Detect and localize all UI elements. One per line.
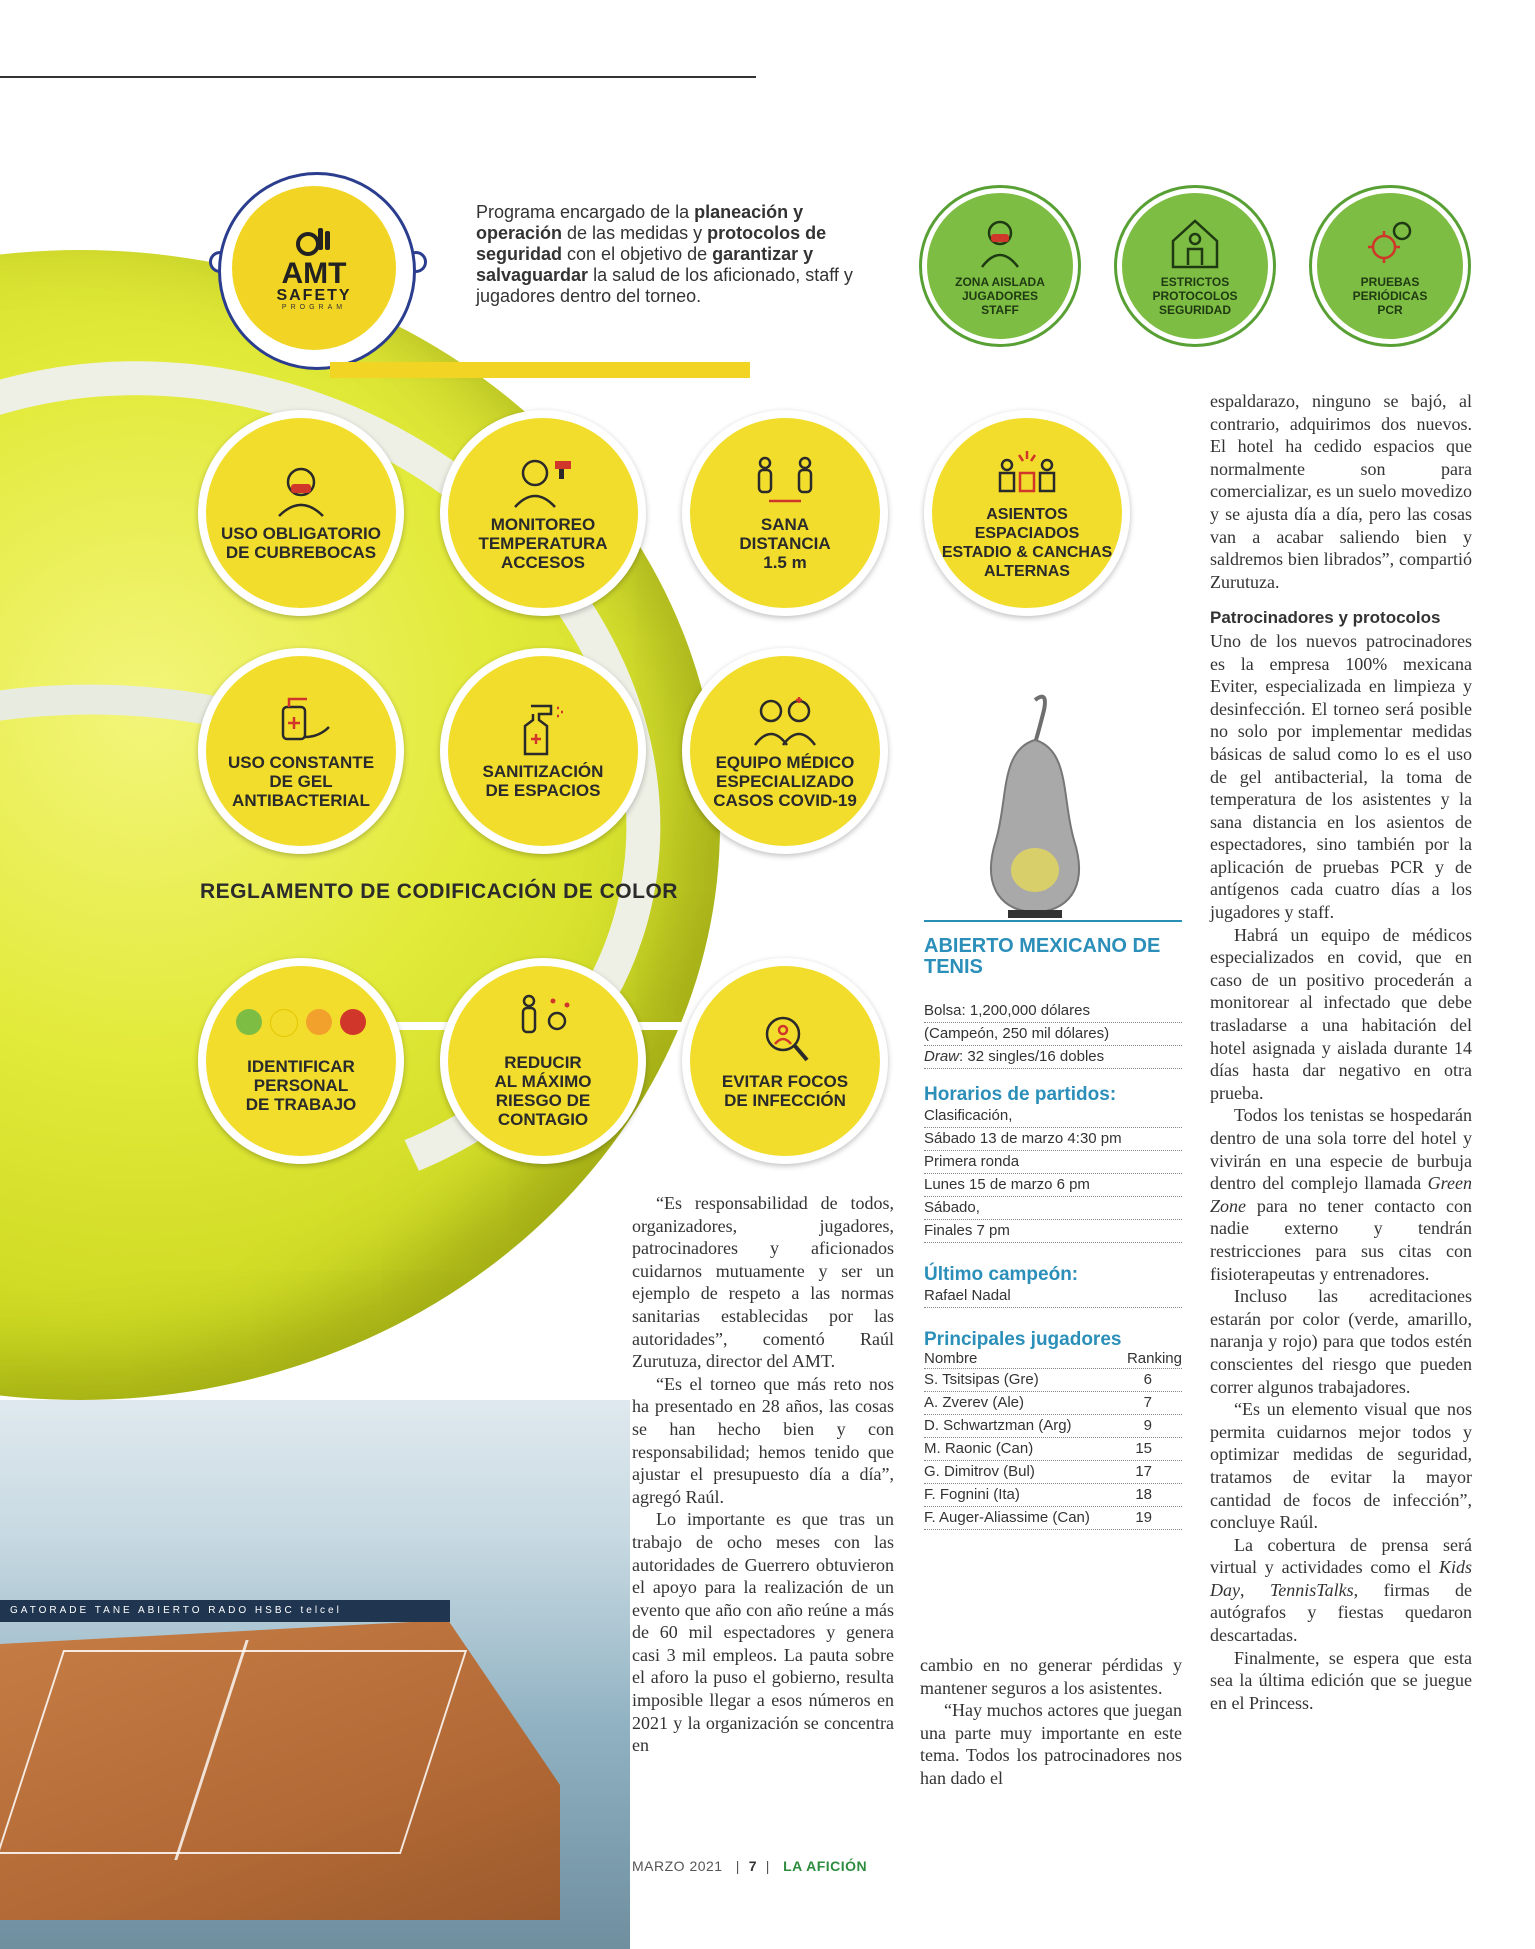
sidebar-title: ABIERTO MEXICANO DE TENIS: [924, 935, 1161, 978]
rank-row: [924, 1392, 1182, 1415]
player-rank: 9: [1143, 1417, 1152, 1434]
player-name: G. Dimitrov (Bul): [924, 1463, 1035, 1480]
gel-dispenser-icon: [269, 693, 333, 747]
rank-row: [924, 1507, 1182, 1530]
distance-icon: [753, 455, 817, 509]
sidebar-horario: Sábado 13 de marzo 4:30 pm: [924, 1128, 1182, 1151]
measure-cubrebocas: [198, 410, 404, 616]
orange-dot: [306, 1009, 332, 1035]
player-rank: 17: [1135, 1463, 1152, 1480]
color-reducir-riesgo: [440, 958, 646, 1164]
paragraph: Todos los tenistas se hospedarán dentro de una sola torre del hotel y vivirán en una especie de burbuja dentro del complejo llamada Green Zone para no tener contacto con nadie externo y tendrán restricciones para sus citas con fisioterapeutas y entrenadores.: [1210, 1105, 1472, 1284]
col-ranking: Ranking: [1126, 1350, 1182, 1367]
intro-text: la salud de los aficionado, staff y jugadores dentro del torneo.: [476, 265, 853, 306]
sidebar-horario: Primera ronda: [924, 1151, 1182, 1174]
article-column-3: [1210, 390, 1472, 1714]
trophy-image: [960, 690, 1110, 920]
event-info-sidebar: [924, 920, 1182, 1530]
yellow-accent-bar: [330, 362, 750, 378]
top-rule: [0, 76, 756, 78]
section-title: REGLAMENTO DE CODIFICACIÓN DE COLOR: [200, 880, 678, 903]
intro-text: de las medidas y: [562, 223, 708, 243]
color-label: IDENTIFICAR PERSONAL DE TRABAJO: [245, 1056, 357, 1114]
intro-text: planeación y operación: [476, 202, 804, 243]
player-name: F. Fognini (Ita): [924, 1486, 1020, 1503]
sidebar-horario: Sábado,: [924, 1197, 1182, 1220]
paragraph: La cobertura de prensa será virtual y actividades como el Kids Day, TennisTalks, firmas de autógrafos y fiestas quedaron descartadas.: [1210, 1534, 1472, 1646]
subheading: Patrocinadores y protocolos: [1210, 608, 1441, 628]
player-rank: 15: [1135, 1440, 1152, 1457]
green-dot: [236, 1009, 262, 1035]
player-name: F. Auger-Aliassime (Can): [924, 1509, 1090, 1526]
rank-row: [924, 1461, 1182, 1484]
paragraph: Lo importante es que tras un trabajo de ocho meses con las autoridades de Guerrero obtuvieron el apoyo para la realización de un evento que año con año reúne a más de 60 mil espectadores y genera casi 3 mil empleos. La pauta sobre el aforo la puso el gobierno, resulta imposible llegar a esos números en 2021 y la organización se concentra en: [632, 1509, 894, 1756]
paragraph: Habrá un equipo de médicos especializados en covid, que en caso de un positivo procederán a monitorear al infectado que debe trasladarse a una habitación del hotel asignada y aislada durante 14 días hasta dar negativo en otra prueba.: [1210, 924, 1472, 1103]
thermometer-gun-icon: [511, 455, 575, 509]
badge-zona-aislada: [922, 188, 1078, 344]
footer-brand: LA AFICIÓN: [783, 1858, 868, 1874]
sidebar-horarios-title: Horarios de partidos:: [924, 1084, 1117, 1105]
intro-text: Programa encargado de la: [476, 202, 695, 222]
badge-estrictos-protocolos: [1117, 188, 1273, 344]
rank-row: [924, 1438, 1182, 1461]
sidebar-jugadores-title: Principales jugadores: [924, 1329, 1122, 1350]
intro-text: garantizar y salvaguardar: [476, 244, 814, 285]
face-mask-icon: [269, 464, 333, 518]
color-label: REDUCIR AL MÁXIMO RIESGO DE CONTAGIO: [494, 1053, 592, 1129]
rank-row: [924, 1415, 1182, 1438]
color-evitar-focos: [682, 958, 888, 1164]
measure-label: USO CONSTANTE DE GEL ANTIBACTERIAL: [227, 752, 375, 810]
sidebar-horario: Clasificación,: [924, 1105, 1182, 1128]
player-rank: 7: [1143, 1394, 1152, 1411]
player-name: D. Schwartzman (Arg): [924, 1417, 1072, 1434]
rank-list: [924, 1369, 1182, 1530]
sidebar-campeon: (Campeón, 250 mil dólares): [924, 1023, 1182, 1046]
paragraph: Uno de los nuevos patrocinadores es la empresa 100% mexicana Eviter, especializada en limpieza y desinfección. El torneo será posible no solo por implementar medidas básicas de salud como lo es el uso de gel antibacterial, la toma de temperatura de los asistentes y la sana distancia en los asientos de espectadores, sino también por la aplicación de pruebas PCR y de antígenos cada cuatro días a los jugadores y staff.: [1210, 630, 1472, 923]
badge-label: ZONA AISLADA JUGADORES STAFF: [955, 275, 1045, 317]
measure-label: SANA DISTANCIA 1.5 m: [739, 514, 831, 572]
sidebar-ultimo: Rafael Nadal: [924, 1285, 1182, 1308]
measure-label: MONITOREO TEMPERATURA ACCESOS: [478, 514, 608, 572]
red-dot: [340, 1009, 366, 1035]
paragraph: Incluso las acreditaciones estarán por color (verde, amarillo, naranja y rojo) para que todos estén conscientes del riesgo que pueden correr algunos trabajadores.: [1210, 1286, 1472, 1397]
sidebar-ultimo-title: Último campeón:: [924, 1264, 1079, 1285]
player-name: M. Raonic (Can): [924, 1440, 1034, 1457]
sidebar-horario: Lunes 15 de marzo 6 pm: [924, 1174, 1182, 1197]
measure-sanitizacion: [440, 648, 646, 854]
paragraph: “Es un elemento visual que nos permita cuidarnos mejor todos y optimizar medidas de seguridad, tratamos de evitar la mayor cantidad de focos de infección”, concluye Raúl.: [1210, 1399, 1472, 1533]
paragraph: cambio en no generar pérdidas y mantener seguros a los asistentes.: [920, 1655, 1182, 1698]
ok-hand-icon: [294, 226, 334, 260]
rank-header: [924, 1350, 1182, 1369]
spaced-seats-icon: [995, 445, 1059, 499]
measure-temperatura: [440, 410, 646, 616]
col-nombre: Nombre: [924, 1350, 978, 1367]
badge-pruebas-pcr: [1312, 188, 1468, 344]
medical-team-icon: [753, 693, 817, 747]
spray-bottle-icon: [511, 702, 575, 756]
player-rank: 18: [1135, 1486, 1152, 1503]
logo-program: PROGRAM: [281, 303, 347, 311]
measure-sana-distancia: [682, 410, 888, 616]
color-label: EVITAR FOCOS DE INFECCIÓN: [721, 1072, 849, 1110]
player-name: A. Zverev (Ale): [924, 1394, 1025, 1411]
badge-label: ESTRICTOS PROTOCOLOS SEGURIDAD: [1152, 275, 1238, 317]
measure-label: EQUIPO MÉDICO ESPECIALIZADO CASOS COVID-19: [713, 752, 857, 810]
measure-label: USO OBLIGATORIO DE CUBREBOCAS: [221, 524, 381, 562]
article-column-1: [632, 1192, 894, 1757]
measure-label: SANITIZACIÓN DE ESPACIOS: [482, 762, 604, 800]
paragraph: Finalmente, se espera que esta sea la última edición que se juegue en el Princess.: [1210, 1647, 1472, 1713]
intro-paragraph: [476, 202, 866, 307]
rank-row: [924, 1484, 1182, 1507]
magnifier-person-icon: [753, 1012, 817, 1066]
player-rank: 19: [1135, 1509, 1152, 1526]
paragraph: “Es responsabilidad de todos, organizadores, jugadores, patrocinadores y aficionados cuidarnos mutuamente y ser un ejemplo de respeto a las normas sanitarias establecidas por las autoridades”, comentó Raúl Zurutuza, director del AMT.: [632, 1193, 894, 1372]
footer-page: 7: [748, 1858, 757, 1874]
sidebar-draw: Draw: 32 singles/16 dobles: [924, 1046, 1182, 1069]
sidebar-bolsa: Bolsa: 1,200,000 dólares: [924, 1000, 1182, 1023]
measure-equipo-medico: [682, 648, 888, 854]
stadium-ad-band: GATORADE TANE ABIERTO RADO HSBC telcel: [0, 1600, 450, 1622]
person-virus-icon: [511, 993, 575, 1047]
yellow-dot: [270, 1009, 298, 1037]
measure-label: ASIENTOS ESPACIADOS ESTADIO & CANCHAS ALTERNAS: [941, 506, 1113, 580]
page-footer: MARZO 2021 | 7 | LA AFICIÓN: [632, 1858, 868, 1874]
traffic-lights-icon: [236, 1009, 366, 1037]
masked-person-icon: [968, 215, 1032, 269]
sidebar-rule: [924, 920, 1182, 922]
intro-text: protocolos de seguridad: [476, 223, 827, 264]
article-column-2: [920, 1654, 1182, 1790]
rank-row: [924, 1369, 1182, 1392]
intro-text: con el objetivo de: [562, 244, 713, 264]
paragraph: “Hay muchos actores que juegan una parte muy importante en este tema. Todos los patrocinadores nos han dado el: [920, 1700, 1182, 1788]
amt-safety-logo: [232, 186, 396, 350]
virus-icon: [1358, 215, 1422, 269]
player-rank: 6: [1143, 1371, 1152, 1388]
badge-label: PRUEBAS PERIÓDICAS PCR: [1352, 275, 1428, 317]
color-identificar-personal: [198, 958, 404, 1164]
footer-month: MARZO 2021: [632, 1858, 723, 1874]
paragraph: espaldarazo, ninguno se bajó, al contrario, adquirimos dos nuevos. El hotel ha cedido espacios que normalmente son para comercializar, es un suelo movedizo y se ajusta día a día, pero las cosas van a acabar saliendo bien y saldremos bien librados”, compartió Zurutuza.: [1210, 391, 1472, 592]
player-name: S. Tsitsipas (Gre): [924, 1371, 1039, 1388]
measure-gel: [198, 648, 404, 854]
house-person-icon: [1163, 215, 1227, 269]
logo-subtitle: SAFETY: [276, 286, 352, 304]
paragraph: “Es el torneo que más reto nos ha presentado en 28 años, las cosas se han hecho bien y con responsabilidad; hemos tenido que ajustar el presupuesto día a día”, agregó Raúl.: [632, 1373, 894, 1507]
sidebar-horario: Finales 7 pm: [924, 1220, 1182, 1243]
logo-title: AMT: [281, 256, 347, 290]
measure-asientos: [924, 410, 1130, 616]
